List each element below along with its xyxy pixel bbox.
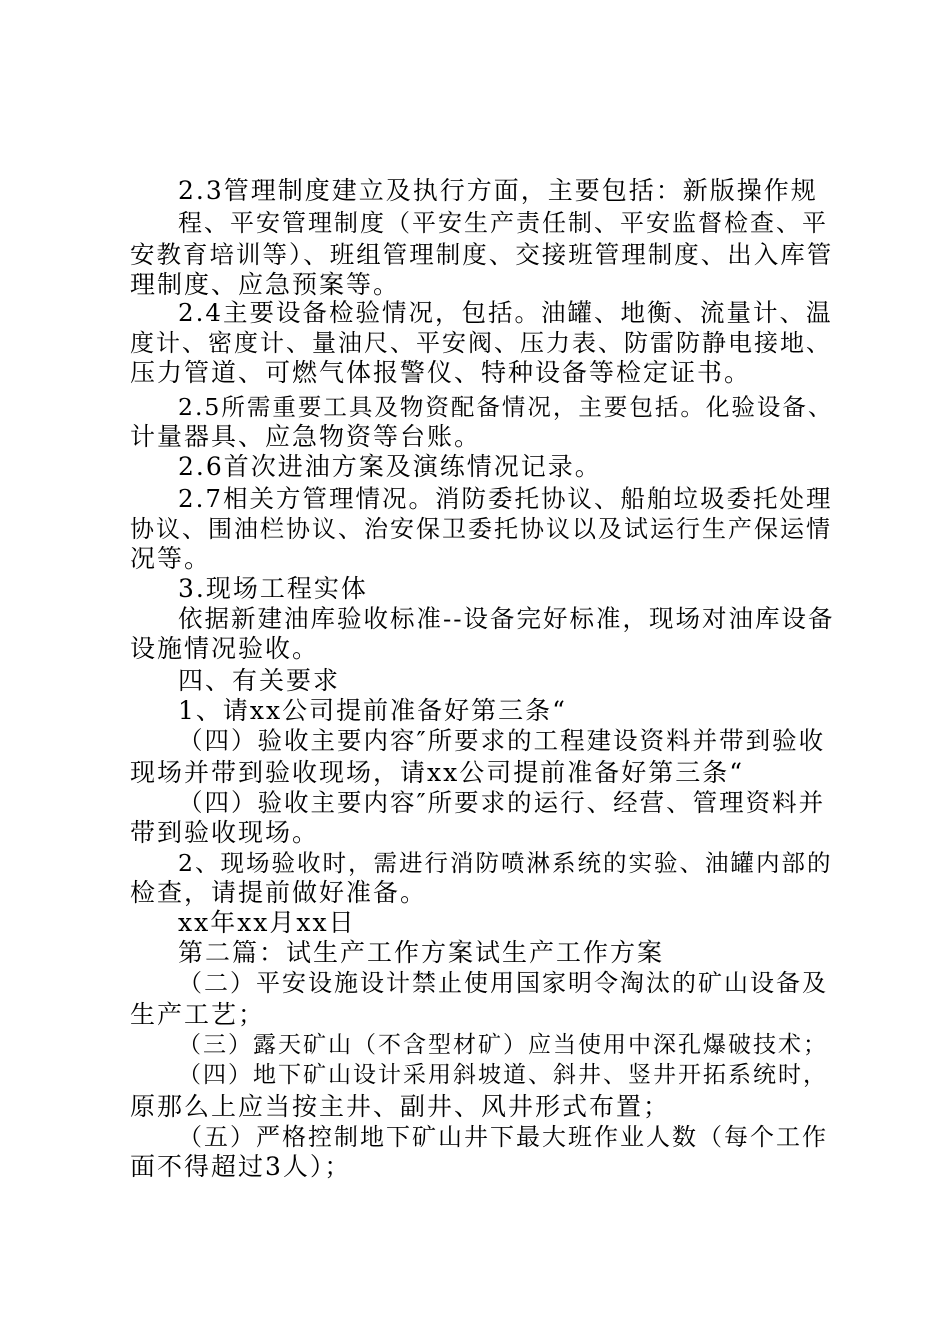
text-line: （五）严格控制地下矿山井下最大班作业人数（每个工作 — [178, 1123, 828, 1151]
text-line: 依据新建油库验收标准--设备完好标准，现场对油库设备 — [178, 604, 835, 633]
text-line: 四、有关要求 — [178, 666, 341, 695]
text-line: 2.3管理制度建立及执行方面，主要包括：新版操作规 — [178, 176, 818, 205]
text-line: 2.5所需重要工具及物资配备情况，主要包括。化验设备、 — [178, 393, 834, 421]
text-line: 3.现场工程实体 — [178, 574, 368, 603]
text-line: 2、现场验收时，需进行消防喷淋系统的实验、油罐内部的 — [178, 849, 833, 877]
text-line: 带到验收现场。 — [130, 818, 320, 847]
text-line: 2.4主要设备检验情况，包括。油罐、地衡、流量计、温 — [178, 298, 833, 327]
text-line: 协议、围油栏协议、治安保卫委托协议以及试运行生产保运情 — [130, 515, 832, 543]
text-line: 理制度、应急预案等。 — [130, 270, 401, 299]
text-line: （四）验收主要内容″所要求的工程建设资料并带到验收 — [178, 726, 826, 755]
text-line: 2.7相关方管理情况。消防委托协议、船舶垃圾委托处理 — [178, 484, 833, 513]
text-line: 原那么上应当按主井、副井、风井形式布置； — [130, 1092, 671, 1121]
text-line: 度计、密度计、量油尺、平安阀、压力表、防雷防静电接地、 — [130, 329, 832, 357]
text-line: 压力管道、可燃气体报警仪、特种设备等检定证书。 — [130, 358, 752, 387]
text-line: 2.6首次进油方案及演练情况记录。 — [178, 452, 602, 481]
text-line: 安教育培训等）、班组管理制度、交接班管理制度、出入库管 — [130, 240, 834, 269]
text-line: 设施情况验收。 — [130, 634, 320, 663]
section-title: 第二篇：试生产工作方案试生产工作方案 — [178, 938, 665, 967]
text-line: （四）地下矿山设计采用斜坡道、斜井、竖井开拓系统时， — [178, 1062, 828, 1088]
date-line: xx年xx月xx日 — [178, 908, 356, 937]
text-line: （四）验收主要内容″所要求的运行、经营、管理资料并 — [178, 788, 826, 817]
text-line: 况等。 — [130, 544, 212, 573]
text-line: （三）露天矿山（不含型材矿）应当使用中深孔爆破技术； — [178, 1032, 828, 1058]
text-line: 1、请xx公司提前准备好第三条“ — [178, 696, 567, 725]
text-line: 计量器具、应急物资等台账。 — [130, 422, 482, 451]
text-line: 检查，请提前做好准备。 — [130, 878, 428, 907]
text-line: 现场并带到验收现场，请xx公司提前准备好第三条“ — [130, 758, 744, 787]
text-line: 生产工艺； — [130, 1000, 266, 1029]
text-line: （二）平安设施设计禁止使用国家明令淘汰的矿山设备及 — [178, 969, 828, 997]
text-line: 程、平安管理制度（平安生产责任制、平安监督检查、平 — [178, 209, 828, 237]
text-line: 面不得超过3人）； — [130, 1152, 352, 1181]
